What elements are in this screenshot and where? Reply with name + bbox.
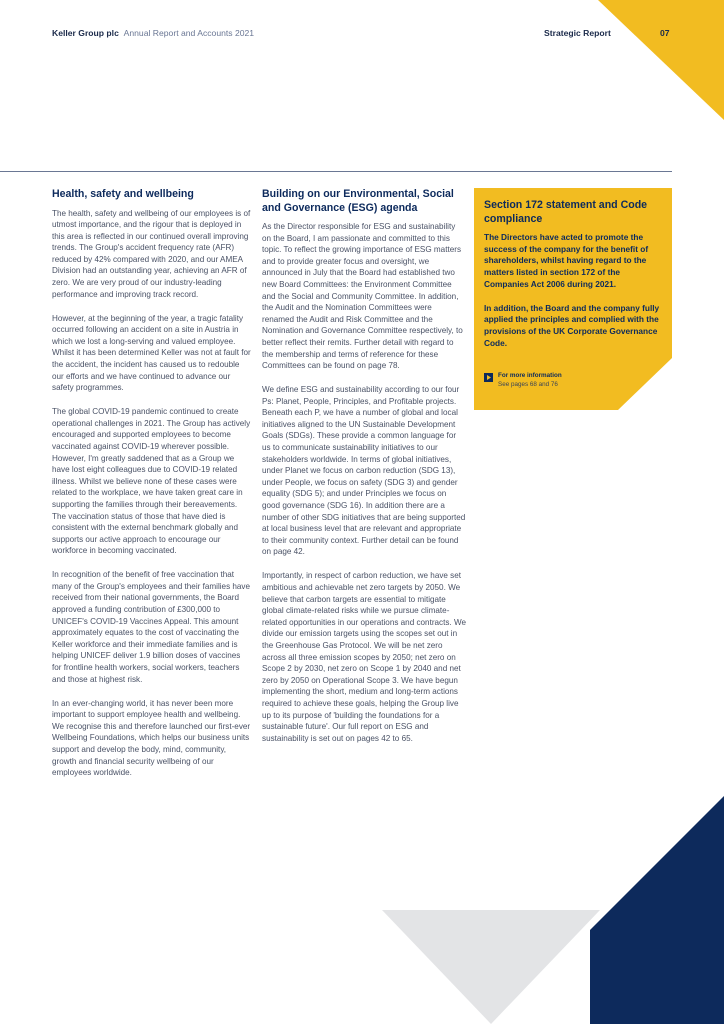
document-title: Annual Report and Accounts 2021 xyxy=(123,28,255,38)
paragraph: In recognition of the benefit of free vaccination that many of the Group's employees and their families have received from their national governments, the Board approved a funding contribution of £300,000 to UNICEF's COVID-19 Vaccines Appeal. This amount approximately equates to the cost of vaccinating the Keller workforce and their immediate families and is helping UNICEF deliver 1.9 billion doses of vaccines for frontline health workers, social workers, teachers and those at highest risk. xyxy=(52,570,251,684)
callout-content xyxy=(484,198,660,361)
top-right-yellow-triangle xyxy=(598,0,724,120)
paragraph: The global COVID-19 pandemic continued to create operational challenges in 2021. The Group has actively encouraged and supported employees to become vaccinated against COVID-19 wherever possible. However, I'm greatly saddened that as a Group we have lost eight colleagues due to COVID-19 related illness. Whilst we believe none of these cases were related to the workplace, we have taken great care in supporting the families through their bereavements. The vaccination status of those that have died is consistent with the external benchmark globally and supports our active approach to encourage our workforce in becoming vaccinated. xyxy=(52,407,251,556)
column-esg xyxy=(262,188,466,757)
paragraph: Importantly, in respect of carbon reduction, we have set ambitious and achievable net zero targets by 2050. We believe that carbon targets are essential to mitigate global climate-related risks while we pursue climate-related opportunities in our operations and contracts. We divide our emission targets using the scopes set out in the Greenhouse Gas Protocol. We will be net zero across all three emission scopes by 2050; net zero on Scope 2 by 2030, net zero on Scope 1 by 2040 and net zero by 2050 on Operational Scope 3. We have begun implementing the short, medium and long-term actions required to achieve these goals, helping the Group live up to its purpose of 'building the foundations for a sustainable future'. Our full report on ESG and sustainability is set out on pages 42 to 65. xyxy=(262,571,466,743)
header-rule xyxy=(0,171,672,172)
arrow-icon xyxy=(484,373,493,382)
section-title: Strategic Report xyxy=(544,28,611,38)
more-info-title: For more information xyxy=(498,372,562,379)
more-info-pages: See pages 68 and 76 xyxy=(498,381,558,388)
paragraph: The health, safety and wellbeing of our employees is of utmost importance, and the rigour that is deployed in this area is reflected in our continued overall improving trends. The Group's accident frequency rate (AFR) reduced by 42% compared with 2020, and our AMEA Division had an outstanding year, achieving an AFR of zero. We are very proud of our industry-leading performance and improving track record. xyxy=(52,208,251,299)
company-name: Keller Group plc xyxy=(52,28,119,38)
callout-paragraph: The Directors have acted to promote the success of the company for the benefit of shareholders, whilst having regard to the matters listed in section 172 of the Companies Act 2006 during 2021. xyxy=(484,232,649,289)
bottom-grey-triangle xyxy=(382,910,600,1024)
paragraph: In an ever-changing world, it has never been more important to support employee health and wellbeing. We recognise this and therefore launched our first-ever Wellbeing Foundations, which helps our business units support and develop the body, mind, community, growth and financial security wellbeing of our employees worldwide. xyxy=(52,698,251,778)
running-header xyxy=(52,28,254,38)
callout-paragraph: In addition, the Board and the company fully applied the principles and complied with the provisions of the UK Corporate Governance Code. xyxy=(484,302,660,348)
paragraph: However, at the beginning of the year, a tragic fatality occurred following an accident on a site in Austria in which we lost a long-serving and valued employee. Whilst it has been determined Keller was not at fault for the accident, the incident has caused us to redouble our efforts and we have continued to advance our safety programmes. xyxy=(52,313,251,393)
callout-heading: Section 172 statement and Code compliance xyxy=(484,199,648,225)
heading-esg: Building on our Environmental, Social and Governance (ESG) agenda xyxy=(262,188,454,214)
section-172-callout xyxy=(474,188,672,410)
column-health-safety xyxy=(52,188,252,791)
bottom-right-navy-triangle xyxy=(590,796,724,1024)
paragraph: As the Director responsible for ESG and sustainability on the Board, I am passionate and committed to this topic. To reflect the growing importance of ESG matters and to provide greater focus and oversight, we announced in July that the Board had established two new Board Committees: the Environment Committee and the Social and Community Committee. In addition, the Audit and the Nomination Committees were renamed the Audit and Risk Committee and the Nomination and Governance Committee respectively, to better reflect their remits. Further detail with regard to the membership and terms of reference for these Committees can be found on page 78. xyxy=(262,222,463,371)
heading-health-safety: Health, safety and wellbeing xyxy=(52,188,194,200)
page-number: 07 xyxy=(660,28,670,38)
paragraph: We define ESG and sustainability according to our four Ps: Planet, People, Principles, and Profitable projects. Beneath each P, we have a number of global and local initiatives aligned to the UN Sustainable Development Goals (SDGs). These provide a common language for us to communicate sustainability initiatives to our stakeholders worldwide. In terms of global initiatives, under Planet we focus on carbon reduction (SDG 13), under People, we focus on safety (SDG 3) and gender equality (SDG 5); and under Principles we focus on good governance (SDG 16). In addition there are a number of other SDG initiatives that are being supported at local business level that are relevant and appropriate to their community context. Further detail can be found on page 42. xyxy=(262,385,466,557)
